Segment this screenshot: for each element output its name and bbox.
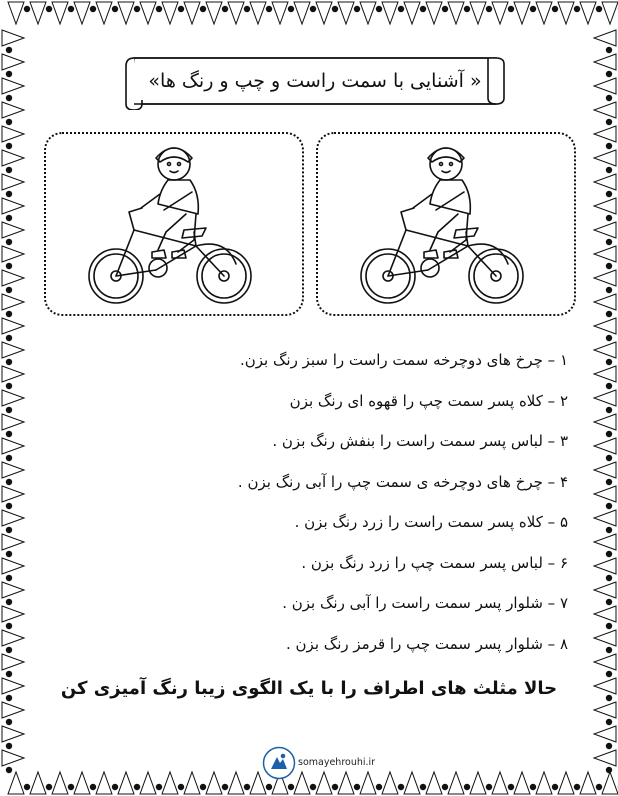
boy-on-bicycle-icon	[46, 134, 301, 313]
instruction-item: ۸ – شلوار پسر سمت چپ را قرمز رنگ بزن .	[286, 634, 568, 653]
title-banner	[124, 52, 506, 110]
website-link[interactable]: somayehrouhi.ir	[298, 757, 376, 768]
footer-instruction: حالا مثلث های اطراف را با یک الگوی زیبا رنگ آمیزی کن	[60, 678, 558, 699]
instruction-item: ۲ – کلاه پسر سمت چپ را قهوه ای رنگ بزن	[289, 391, 568, 410]
page-title: « آشنایی با سمت راست و چپ و رنگ ها»	[148, 70, 482, 92]
left-image-panel	[44, 132, 304, 316]
instruction-item: ۴ – چرخ های دوچرخه ی سمت چپ را آبی رنگ بزن .	[237, 472, 568, 491]
instruction-item: ۵ – کلاه پسر سمت راست را زرد رنگ بزن .	[294, 513, 568, 531]
site-logo-icon	[262, 746, 296, 780]
right-image-panel	[316, 132, 576, 316]
instruction-item: ۱ – چرخ های دوچرخه سمت راست را سبز رنگ بزن.	[239, 351, 568, 369]
instruction-list	[48, 340, 568, 664]
instruction-item: ۶ – لباس پسر سمت چپ را زرد رنگ بزن .	[301, 553, 568, 572]
instruction-item: ۳ – لباس پسر سمت راست را بنفش رنگ بزن .	[272, 432, 568, 450]
boy-on-bicycle-icon	[318, 134, 573, 313]
instruction-item: ۷ – شلوار پسر سمت راست را آبی رنگ بزن .	[282, 594, 568, 612]
